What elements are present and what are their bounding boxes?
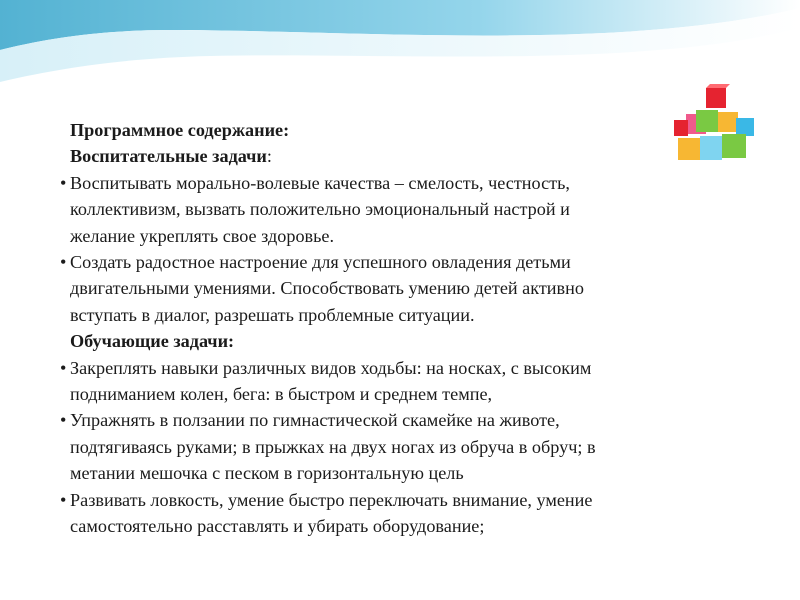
task-line: коллективизм, вызвать положительно эмоциональный настрой и [70, 199, 570, 220]
educational-task-2 [58, 249, 748, 328]
bullet-mark: • [60, 172, 67, 193]
bullet-mark: • [60, 357, 67, 378]
task-line: подтягиваясь руками; в прыжках на двух ногах из обруча в обруч; в [70, 436, 596, 457]
task-line: двигательными умениями. Способствовать умению детей активно [70, 278, 584, 299]
educational-tasks-colon: : [266, 146, 272, 167]
task-line: метании мешочка с песком в горизонтальную цель [70, 463, 464, 484]
educational-task-1 [58, 170, 748, 249]
task-line: Упражнять в ползании по гимнастической скамейке на животе, [70, 410, 560, 431]
bullet-mark: • [60, 410, 67, 431]
teaching-tasks-heading: Обучающие задачи: [70, 331, 235, 352]
task-line: самостоятельно расставлять и убирать оборудование; [70, 516, 485, 537]
task-line: Воспитывать морально-волевые качества – смелость, честность, [70, 172, 570, 193]
task-line: Создать радостное настроение для успешного овладения детьми [70, 252, 571, 273]
bullet-mark: • [60, 252, 67, 273]
slide-text [58, 117, 748, 540]
task-line: подниманием колен, бега: в быстром и среднем темпе, [70, 384, 493, 405]
bullet-mark: • [60, 489, 67, 510]
educational-tasks-heading [58, 143, 748, 169]
program-content-heading: Программное содержание: [70, 120, 290, 140]
task-line: Закреплять навыки различных видов ходьбы: на носках, с высоким [70, 357, 592, 378]
teaching-task-2 [58, 407, 748, 486]
teaching-task-3 [58, 487, 748, 540]
task-line: вступать в диалог, разрешать проблемные ситуации. [70, 304, 475, 325]
task-line: желание укреплять свое здоровье. [70, 225, 335, 246]
educational-tasks-title: Воспитательные задачи [70, 146, 267, 167]
task-line: Развивать ловкость, умение быстро переключать внимание, умение [70, 489, 593, 510]
teaching-task-1 [58, 355, 748, 408]
